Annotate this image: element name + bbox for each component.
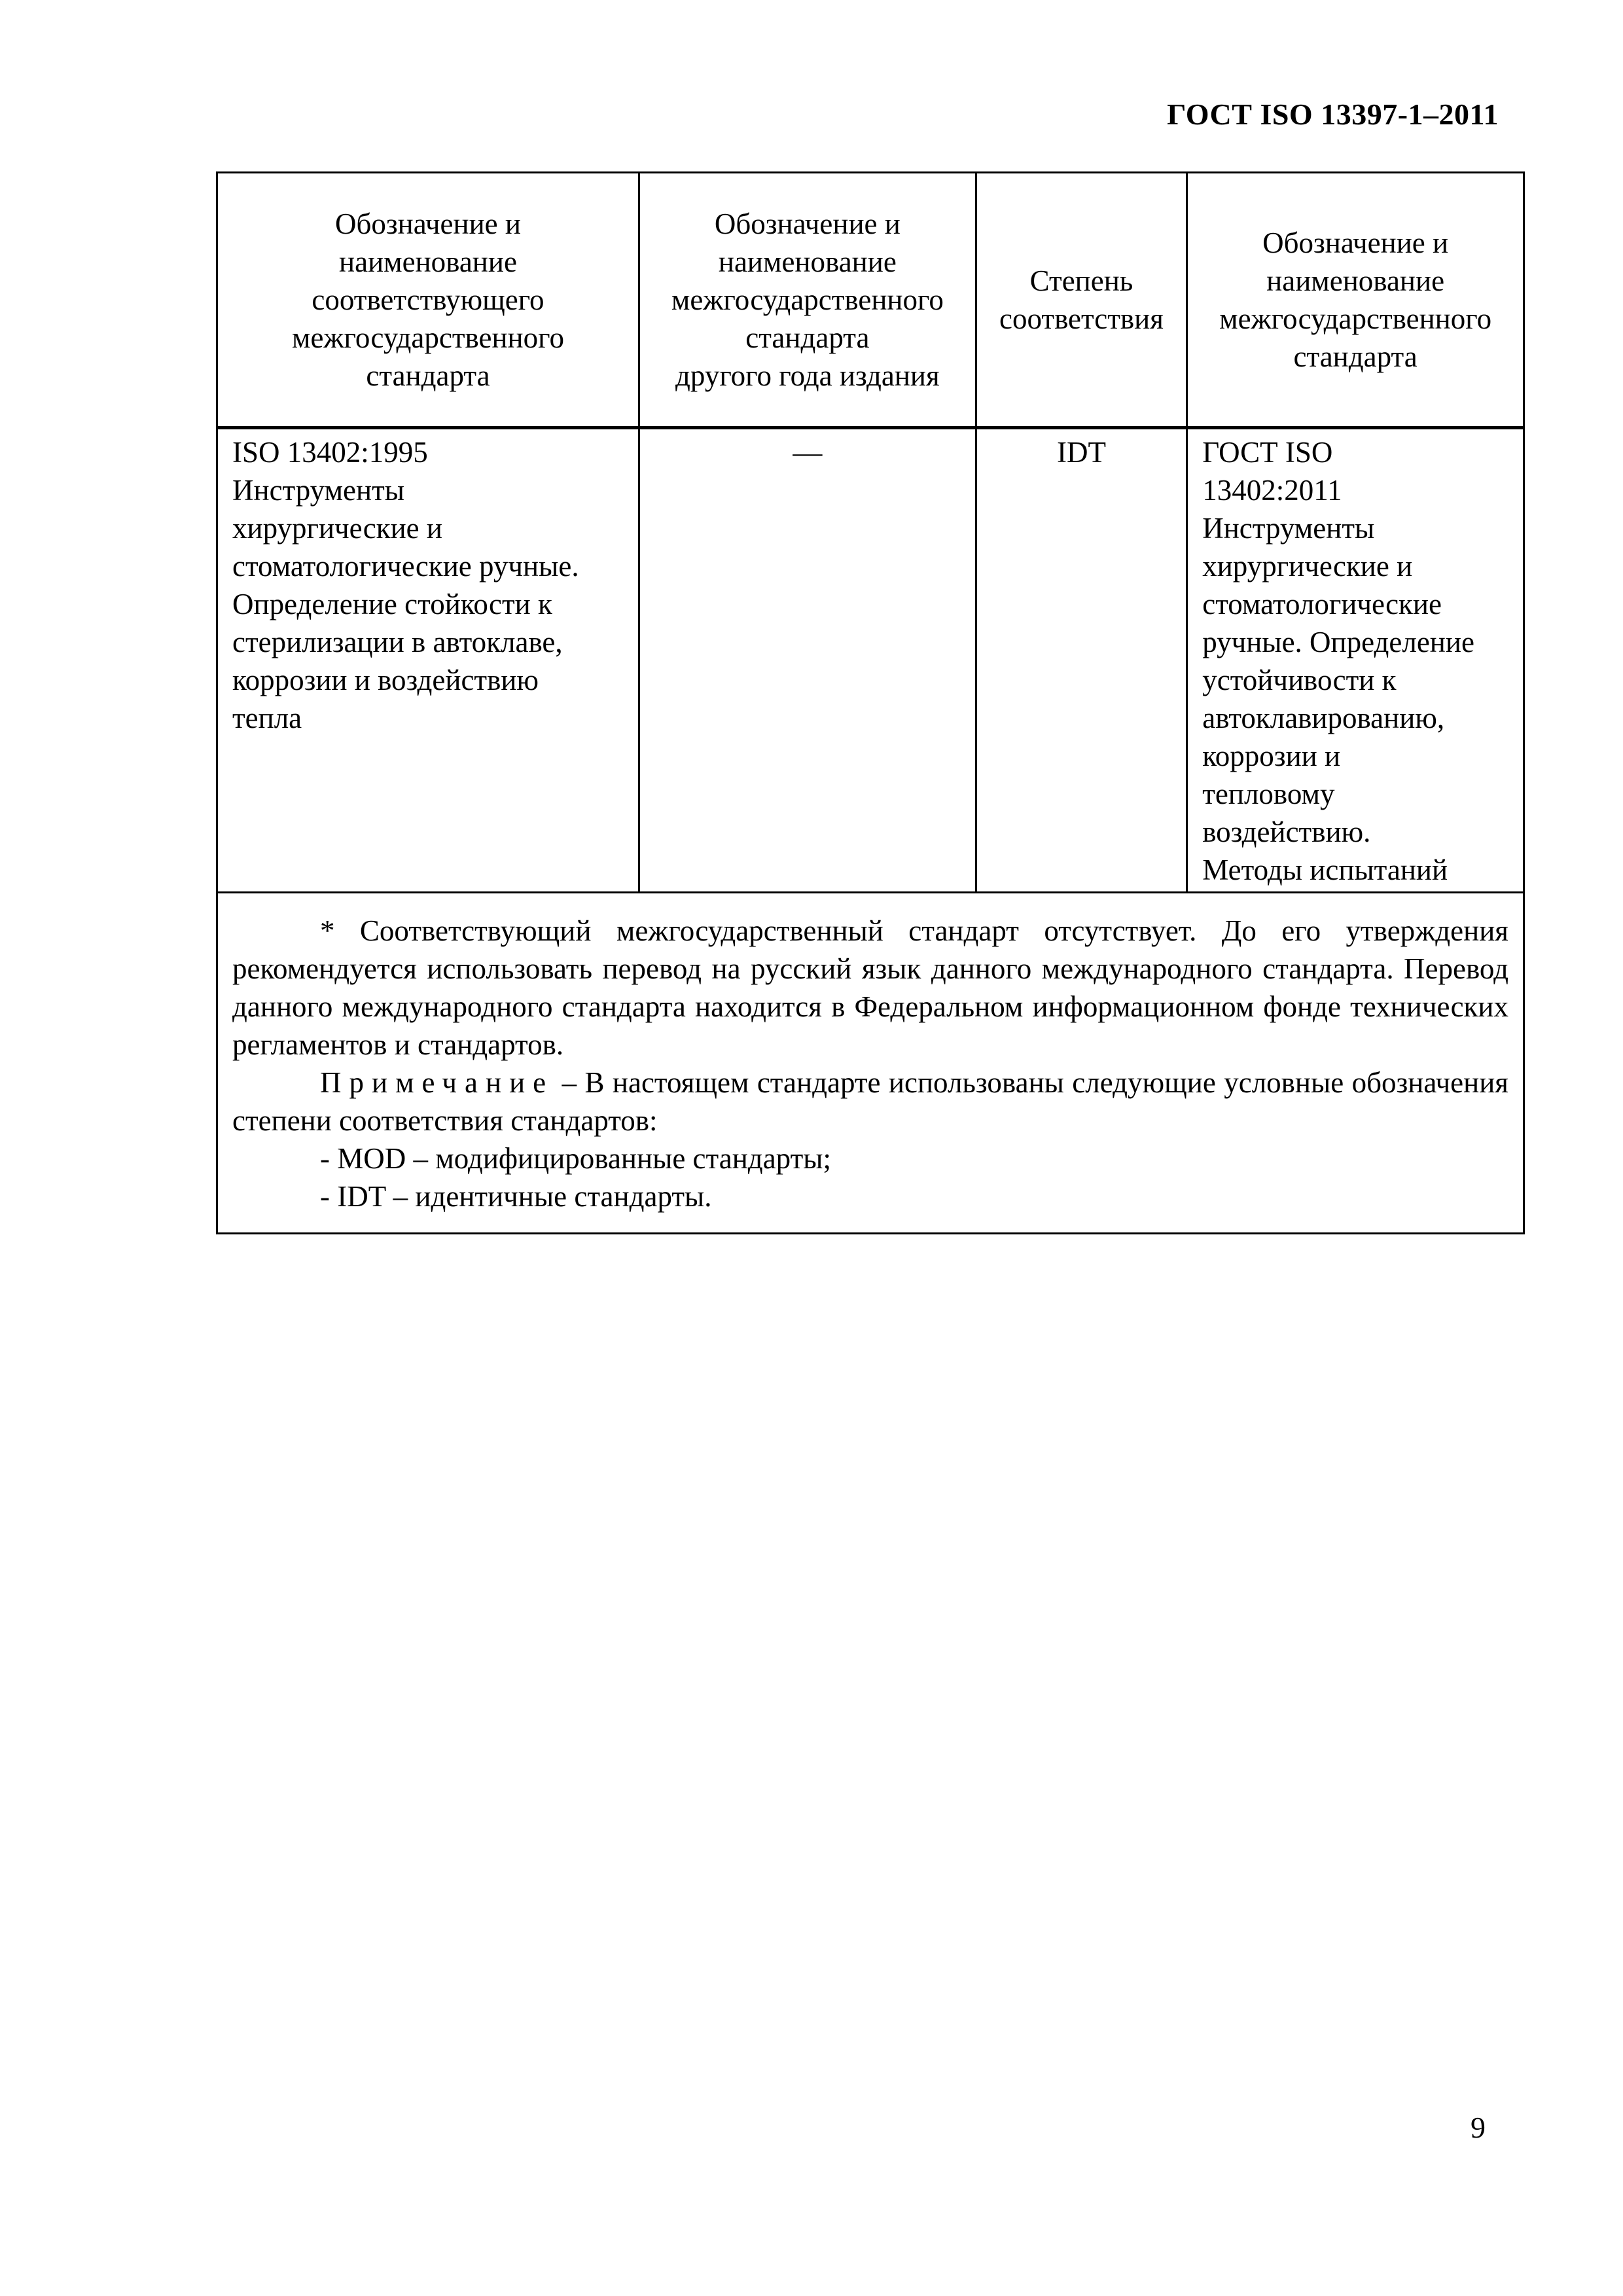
- header-col-interstate-standard: Обозначение и наименование межгосударственного стандарта: [1187, 173, 1524, 428]
- table-header-row: [217, 173, 1524, 428]
- correspondence-table: [216, 171, 1525, 1234]
- table-notes-row: [217, 893, 1524, 1234]
- table-row: [217, 428, 1524, 893]
- page-number: 9: [1471, 2111, 1486, 2144]
- cell-gost-standard: ГОСТ ISO 13402:2011 Инструменты хирургические и стоматологические ручные. Определение устойчивости к автоклавированию, коррозии и тепловому воздействию. Методы испытаний: [1187, 428, 1524, 893]
- header-col-degree: Степень соответствия: [976, 173, 1186, 428]
- note-item-mod: - MOD – модифицированные стандарты;: [320, 1142, 831, 1175]
- cell-iso-standard: ISO 13402:1995 Инструменты хирургические и стоматологические ручные. Определение стойкости к стерилизации в автоклаве, коррозии и воздействию тепла: [217, 428, 639, 893]
- note-item-idt: - IDT – идентичные стандарты.: [320, 1180, 712, 1213]
- footnote-text: * Соответствующий межгосударственный стандарт отсутствует. До его утверждения рекомендуется использовать перевод на русский язык данного международного стандарта. Перевод данного международного стандарта находится в Федеральном информационном фонде технических регламентов и стандартов.: [232, 914, 1508, 1061]
- cell-degree: IDT: [976, 428, 1186, 893]
- cell-other-year: —: [639, 428, 976, 893]
- header-col-other-year-standard: Обозначение и наименование межгосударственного стандарта другого года издания: [639, 173, 976, 428]
- document-code: ГОСТ ISO 13397-1–2011: [1167, 98, 1499, 131]
- notes-cell: [217, 893, 1524, 1234]
- note-label: Примечание: [320, 1066, 554, 1099]
- note-paragraph: [232, 1064, 1508, 1139]
- header-col-corresponding-standard: Обозначение и наименование соответствующего межгосударственного стандарта: [217, 173, 639, 428]
- note-text: – В настоящем стандарте использованы следующие условные обозначения степени соответствия стандартов:: [232, 1066, 1508, 1137]
